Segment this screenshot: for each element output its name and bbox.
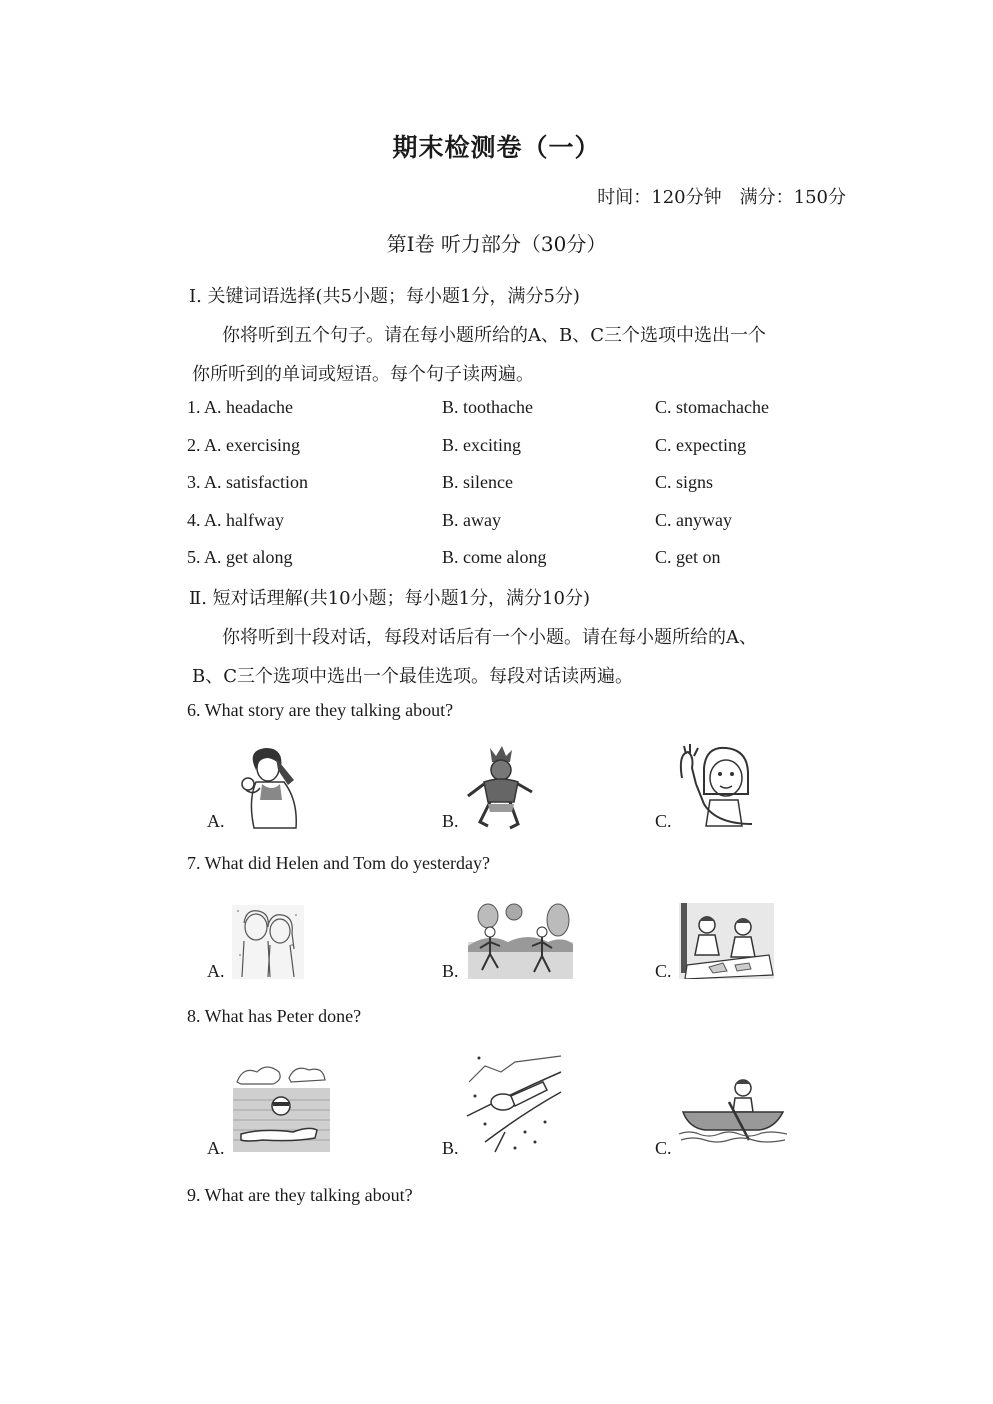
q6-picture-a-princess xyxy=(226,740,306,830)
q6-label-c: C. xyxy=(655,811,672,831)
q8-label-c: C. xyxy=(655,1138,672,1158)
question-8: 8. What has Peter done? xyxy=(187,1006,362,1026)
part1-instruction-2: 你所听到的单词或短语。每个句子读两遍。 xyxy=(192,364,534,385)
q7-label-a: A. xyxy=(207,961,225,981)
q4-option-c: C. anyway xyxy=(655,510,732,530)
q8-picture-b-skiing xyxy=(465,1052,563,1156)
q7-label-c: C. xyxy=(655,961,672,981)
q8-label-a: A. xyxy=(207,1138,225,1158)
q5-option-a: 5. A. get along xyxy=(187,547,293,567)
q8-label-b: B. xyxy=(442,1138,459,1158)
q3-option-a: 3. A. satisfaction xyxy=(187,472,308,492)
page-title: 期末检测卷（一） xyxy=(392,133,601,162)
q1-option-a: 1. A. headache xyxy=(187,397,293,417)
q3-option-b: B. silence xyxy=(442,472,513,492)
part2-instruction-1: 你将听到十段对话，每段对话后有一个小题。请在每小题所给的A、 xyxy=(222,627,757,648)
q5-option-c: C. get on xyxy=(655,547,721,567)
q7-picture-b-hiking xyxy=(468,902,573,979)
q7-picture-c-studying xyxy=(679,903,774,979)
q6-label-b: B. xyxy=(442,811,459,831)
q8-picture-c-rowing xyxy=(679,1078,787,1144)
q6-picture-c-waving-girl xyxy=(676,744,756,829)
question-6: 6. What story are they talking about? xyxy=(187,700,454,720)
part2-heading: Ⅱ. 短对话理解(共10小题；每小题1分，满分10分) xyxy=(189,588,590,609)
q1-option-c: C. stomachache xyxy=(655,397,769,417)
q7-label-b: B. xyxy=(442,961,459,981)
q2-option-b: B. exciting xyxy=(442,435,521,455)
q3-option-c: C. signs xyxy=(655,472,714,492)
part2-instruction-2: B、C三个选项中选出一个最佳选项。每段对话读两遍。 xyxy=(192,666,633,687)
exam-meta: 时间：120分钟 满分：150分 xyxy=(597,187,846,208)
question-9: 9. What are they talking about? xyxy=(187,1185,413,1205)
q4-option-a: 4. A. halfway xyxy=(187,510,284,530)
part1-heading: Ⅰ. 关键词语选择(共5小题；每小题1分，满分5分) xyxy=(189,286,580,307)
q6-label-a: A. xyxy=(207,811,225,831)
q2-option-c: C. expecting xyxy=(655,435,746,455)
section-heading: 第Ⅰ卷 听力部分（30分） xyxy=(386,232,607,256)
q7-picture-a-couple xyxy=(232,905,304,979)
question-7: 7. What did Helen and Tom do yesterday? xyxy=(187,853,490,873)
q8-picture-a-swimming xyxy=(233,1060,330,1152)
q5-option-b: B. come along xyxy=(442,547,547,567)
q4-option-b: B. away xyxy=(442,510,501,530)
q1-option-b: B. toothache xyxy=(442,397,533,417)
q2-option-a: 2. A. exercising xyxy=(187,435,300,455)
q6-picture-b-calabash-boy xyxy=(462,742,537,832)
part1-instruction-1: 你将听到五个句子。请在每小题所给的A、B、C三个选项中选出一个 xyxy=(222,325,766,346)
